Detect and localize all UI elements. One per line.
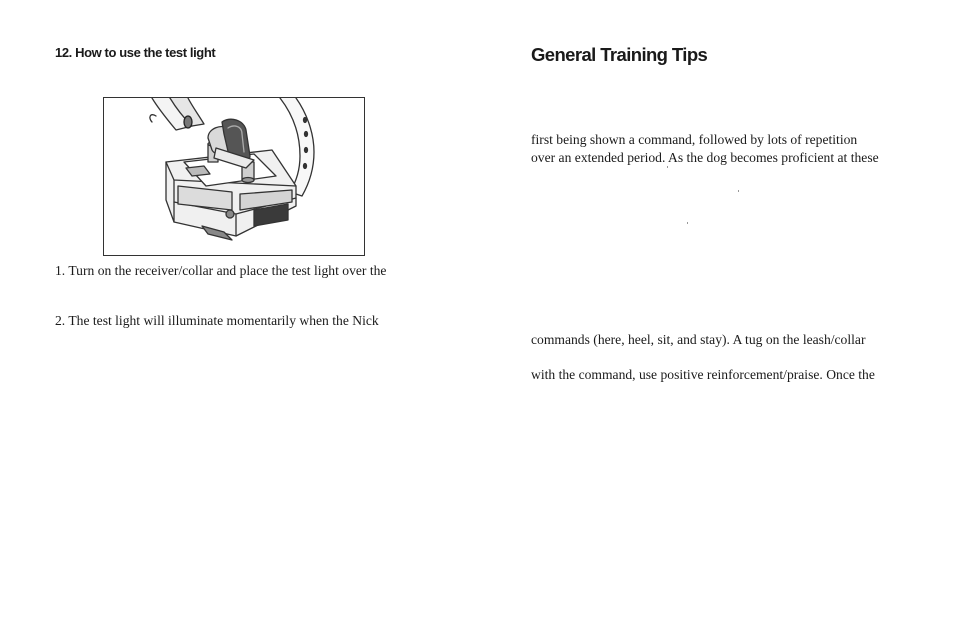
section-heading-test-light: 12. How to use the test light (55, 45, 216, 60)
step-1-text: 1. Turn on the receiver/collar and place the test light over the (55, 263, 387, 278)
stray-mark (738, 190, 739, 192)
section-heading-training-tips: General Training Tips (531, 44, 708, 65)
step-2-text: 2. The test light will illuminate momentarily when the Nick (55, 313, 379, 328)
test-light-figure (103, 97, 365, 256)
tips-paragraph-line-4: with the command, use positive reinforcement/praise. Once the (531, 367, 875, 382)
tips-paragraph-line-1: first being shown a command, followed by lots of repetition (531, 132, 858, 147)
stray-mark (687, 222, 688, 224)
collar-receiver-icon (104, 98, 364, 255)
tips-paragraph-line-2: over an extended period. As the dog becomes proficient at these (531, 150, 879, 165)
stray-mark (667, 166, 668, 168)
tips-paragraph-line-3: commands (here, heel, sit, and stay). A tug on the leash/collar (531, 332, 866, 347)
